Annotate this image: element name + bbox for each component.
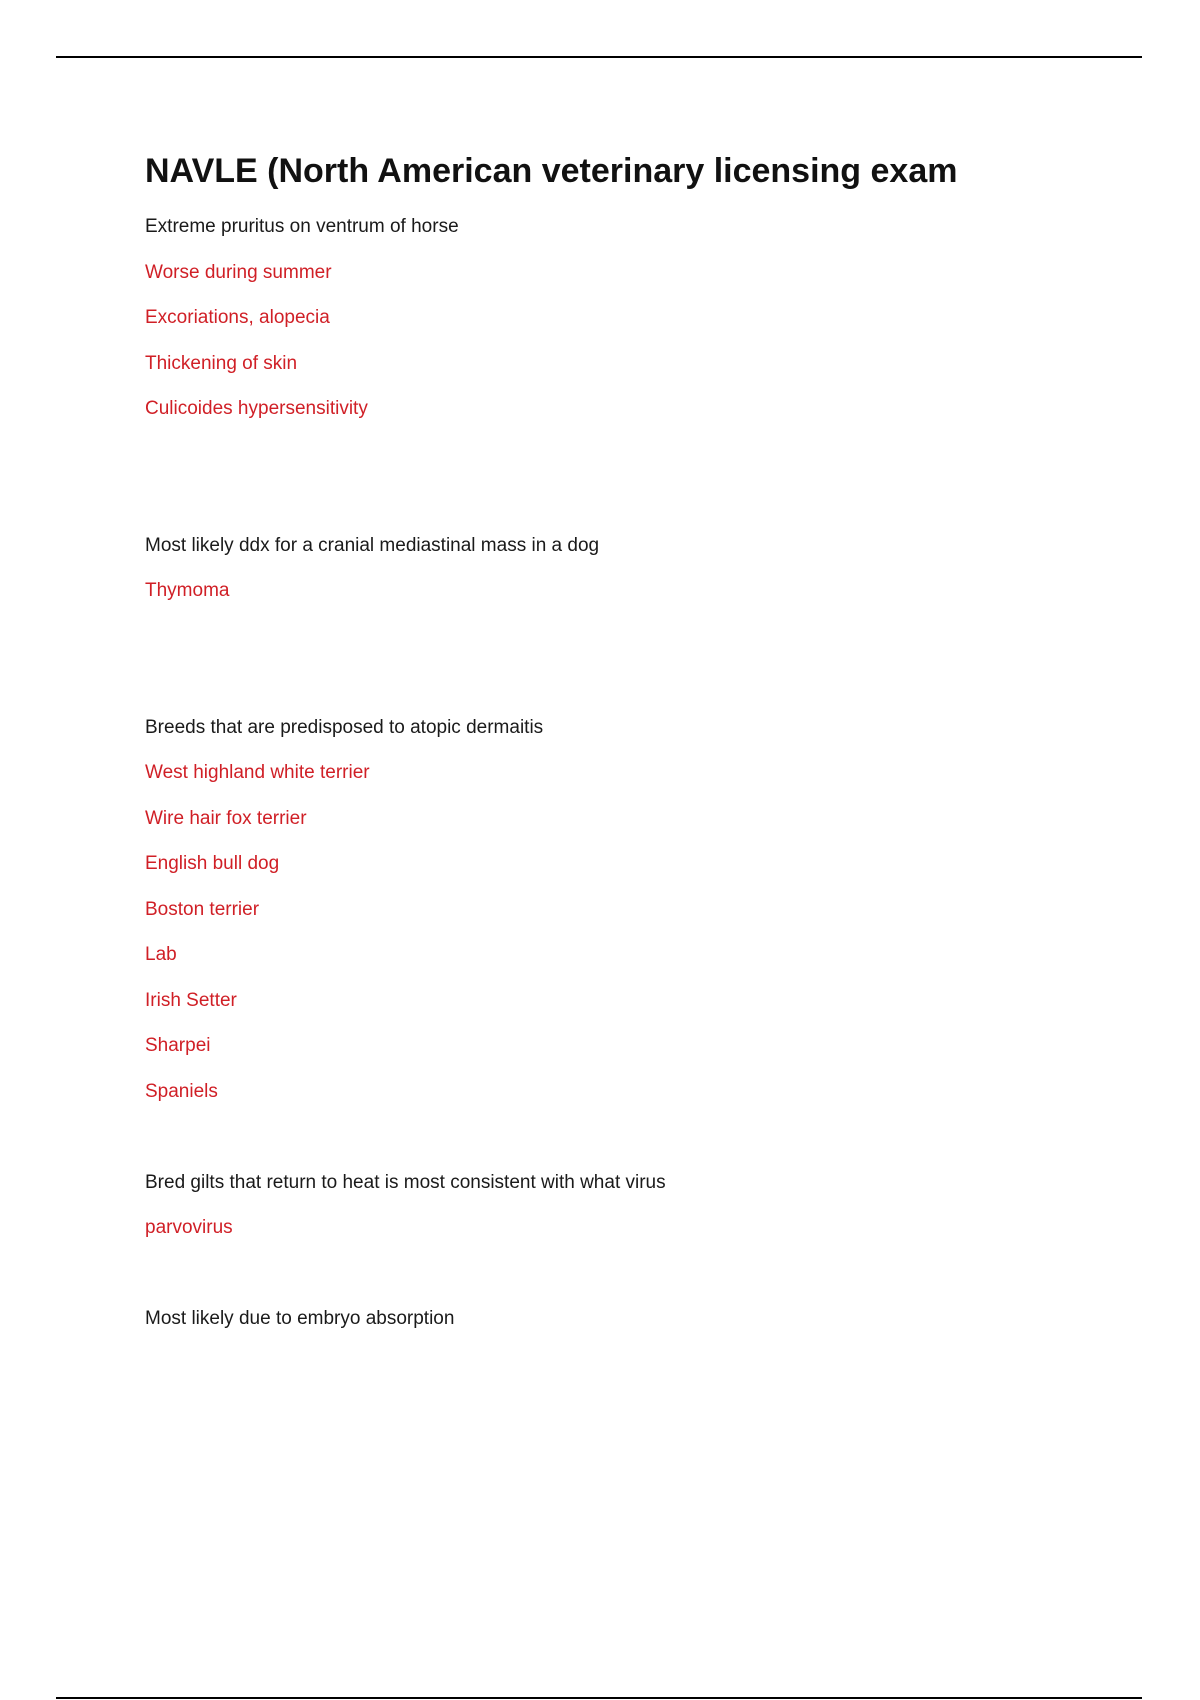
answer-text: Boston terrier [145, 899, 260, 920]
footer-rule [56, 1697, 1142, 1699]
document-title: NAVLE (North American veterinary licensing exam [145, 152, 958, 190]
answer-text: West highland white terrier [145, 762, 370, 783]
answer-text: English bull dog [145, 853, 280, 874]
answer-text: Thymoma [145, 580, 230, 601]
answer-text: Excoriations, alopecia [145, 307, 330, 328]
answer-text: Sharpei [145, 1035, 211, 1056]
question-text: Most likely due to embryo absorption [145, 1308, 455, 1329]
answer-text: Lab [145, 944, 177, 965]
question-text: Bred gilts that return to heat is most consistent with what virus [145, 1172, 666, 1193]
question-text: Breeds that are predisposed to atopic dermaitis [145, 717, 544, 738]
answer-text: Culicoides hypersensitivity [145, 398, 368, 419]
question-text: Extreme pruritus on ventrum of horse [145, 216, 459, 237]
answer-text: Irish Setter [145, 990, 237, 1011]
answer-text: Wire hair fox terrier [145, 808, 307, 829]
answer-text: Worse during summer [145, 262, 332, 283]
answer-text: Thickening of skin [145, 353, 298, 374]
answer-text: parvovirus [145, 1217, 233, 1238]
answer-text: Spaniels [145, 1081, 218, 1102]
question-text: Most likely ddx for a cranial mediastinal mass in a dog [145, 535, 600, 556]
header-rule [56, 56, 1142, 58]
